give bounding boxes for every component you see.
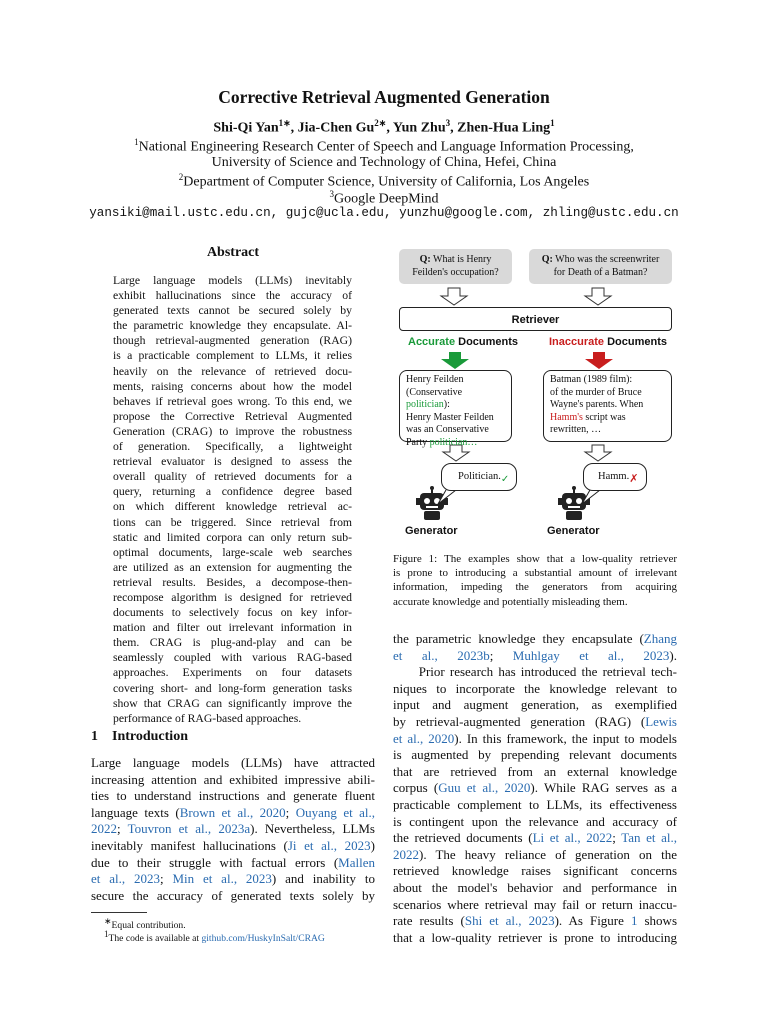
accurate-document-box: Henry Feilden (Conservative politician): Henry Master Feilden was an Conservative Party politician… — [399, 370, 512, 442]
citation-link[interactable]: Muhlgay et al., 2023 — [512, 647, 670, 663]
robot-icon — [558, 486, 590, 520]
citation-link[interactable]: Brown et al., 2020 — [179, 804, 286, 820]
figure-question-1: Q: What is Henry Feilden's occupation? — [399, 249, 512, 284]
check-icon: ✓ — [500, 474, 510, 485]
figure-caption — [393, 552, 677, 609]
text-line: documents to selectively focus on key infor- — [113, 606, 352, 620]
robot-icon — [416, 486, 448, 520]
retriever-box: Retriever — [399, 307, 672, 331]
citation-link[interactable]: Lewis — [645, 713, 677, 729]
citation-link[interactable]: Li et al., 2022 — [532, 830, 613, 846]
text-line: static and limited corpora can only return sub- — [113, 530, 352, 544]
text-line: exhibit hallucinations since the accuracy of — [113, 289, 352, 303]
text-line: the retrieved documents (Li et al., 2022; Tan et al., — [393, 830, 677, 846]
text-line: heavily on the relevance of retrieved docu- — [113, 364, 352, 378]
section-heading-intro: 1 Introduction — [91, 729, 188, 744]
arrow-down-green-icon — [441, 352, 469, 369]
arrow-down-red-icon — [585, 352, 613, 369]
text-line: due to their struggle with factual errors (Mallen — [91, 854, 375, 870]
generator-label-2: Generator — [547, 525, 600, 537]
text-line: accurate knowledge and potentially misleading them. — [393, 595, 628, 608]
affiliation-2: $^2$Department of Computer Science, University of California, Los Angeles — [178, 172, 590, 190]
text-line: retrieved knowledge raises significant concerns — [393, 863, 677, 879]
author-name: Yun Zhu — [392, 120, 446, 136]
text-line: Large language models (LLMs) inevitably — [113, 274, 352, 287]
text-line: recompose algorithm is designed for retrieved — [113, 590, 352, 604]
figure-question-2: Q: Who was the screenwriter for Death of a Batman? — [529, 249, 672, 284]
accurate-documents-label: Accurate Documents — [408, 336, 519, 348]
citation-link[interactable]: et al., 2020 — [393, 730, 455, 746]
text-line: Large language models (LLMs) have attracted — [91, 755, 375, 770]
text-line: ments, raising concerns about how the model — [113, 379, 352, 393]
footnote-equal: ∗Equal contribution. — [104, 916, 186, 932]
abstract-body — [113, 273, 352, 726]
citation-link[interactable]: 2022 — [393, 846, 419, 862]
author-emails: yansiki@mail.ustc.edu.cn, gujc@ucla.edu, yunzhu@google.com, zhling@ustc.edu.cn — [89, 206, 679, 220]
text-line: secure the accuracy of generated texts solely by — [91, 887, 375, 903]
cross-icon: ✗ — [629, 473, 639, 485]
citation-link[interactable]: Ouyang et al., — [295, 804, 376, 820]
text-line: 2022; Touvron et al., 2023a). Nevertheless, LLMs — [91, 821, 375, 837]
text-line: scenarios where retrieval may fail or return inaccu- — [393, 896, 677, 912]
text-line: is augmented by prepending relevant documents — [393, 747, 677, 763]
citation-link[interactable]: Zhang — [643, 631, 677, 646]
text-line: that a low-quality retriever is prone to introducing — [393, 929, 677, 945]
text-line: that are retrieved from an external knowledge — [393, 763, 677, 779]
text-line: et al., 2023b; Muhlgay et al., 2023). — [393, 647, 677, 663]
text-line: behaves if retrieval goes wrong. To this end, we — [113, 394, 352, 408]
text-line: on which different knowledge retrieval ac- — [113, 500, 352, 514]
text-line: Prior research has introduced the retrieval tech- — [393, 664, 677, 680]
text-line: is a practicable complement to LLMs, it relies — [113, 349, 352, 363]
code-link[interactable]: github.com/HuskyInSalt/CRAG — [201, 933, 325, 945]
arrow-down-icon — [585, 445, 611, 461]
generator-answer-1: Politician.✓ — [441, 463, 517, 491]
text-line: practicable complement to LLMs, its effectiveness — [393, 796, 677, 812]
inaccurate-document-box: Batman (1989 film): of the murder of Bruce Wayne's parents. When Hamm's script was rewritten, … — [543, 370, 672, 442]
citation-link[interactable]: Shi et al., 2023 — [464, 913, 555, 929]
citation-link[interactable]: Min et al., 2023 — [172, 871, 272, 887]
text-line: generated texts cannot be secured solely by — [113, 304, 352, 318]
citation-link[interactable]: Mallen — [338, 854, 375, 870]
text-line: about the model's behavior and performance in — [393, 879, 677, 895]
citation-link[interactable]: Ji et al., 2023 — [287, 837, 371, 853]
text-line: 2022). The heavy reliance of generation on the — [393, 846, 677, 862]
right-column-body — [393, 631, 677, 946]
text-line: approaches. Experiments on four datasets — [113, 666, 352, 680]
text-line: overall quality of retrieved documents for a — [113, 470, 352, 484]
text-line: increasing attention and exhibited impressive abili- — [91, 771, 375, 787]
text-line: tions can be triggered. Since retrieval from — [113, 515, 352, 529]
text-line: information, impeding the generators from acquiring — [393, 581, 677, 594]
text-line: Figure 1: The examples show that a low-quality retriever — [393, 553, 677, 565]
author-name: Jia-Chen Gu — [297, 120, 375, 136]
citation-link[interactable]: 1 — [630, 913, 638, 929]
text-line: by retrieval-augmented generation (RAG) (Lewis — [393, 713, 677, 729]
citation-link[interactable]: Tan et al., — [621, 830, 677, 846]
text-line: retrieval evaluator is designed to assess the — [113, 455, 352, 469]
text-line: though retrieval-augmented generation (RAG) — [113, 334, 352, 348]
text-line: them. CRAG is plug-and-play and can be — [113, 636, 352, 650]
inaccurate-documents-label: Inaccurate Documents — [549, 336, 667, 348]
text-line: seamlessly coupled with various RAG-based — [113, 651, 352, 665]
citation-link[interactable]: et al., 2023 — [91, 871, 160, 887]
text-line: rate results (Shi et al., 2023). As Figure 1 shows — [393, 913, 677, 929]
text-line: mation and filter out irrelevant information in — [113, 621, 352, 635]
text-line: the parametric knowledge they encapsulate. Al- — [113, 319, 352, 333]
affiliation-3: $^3$Google DeepMind — [329, 189, 439, 207]
text-line: Generation (CRAG) to improve the robustness — [113, 424, 352, 438]
text-line: ties to understand instructions and generate fluent — [91, 788, 375, 804]
text-line: niques to incorporate the knowledge relevant to — [393, 680, 677, 696]
text-line: query, returning a confidence degree based — [113, 485, 352, 499]
intro-body — [91, 755, 375, 904]
text-line: performance of RAG-based approaches. — [113, 711, 302, 725]
text-line: et al., 2023; Min et al., 2023) and inability to — [91, 871, 376, 887]
text-line: covering short- and long-form generation tasks — [113, 681, 352, 695]
text-line: retrieval results. Besides, a decompose-then- — [113, 575, 352, 589]
text-line: the parametric knowledge they encapsulate (Zhang — [393, 631, 677, 646]
author-list: Shi-Qi Yan$^{1∗}$, Jia-Chen $Gu^{2∗}$, Yun Zhu$^3$, Zhen-Hua Ling$^1$ — [213, 118, 555, 136]
text-line: optimal documents, large-scale web searches — [113, 545, 352, 559]
citation-link[interactable]: Guu et al., 2020 — [438, 780, 531, 796]
text-line: input and augment generation, as exemplified — [393, 697, 677, 713]
arrow-down-icon — [585, 288, 611, 305]
generator-label-1: Generator — [405, 525, 458, 537]
affiliation-1: $^1$National Engineering Research Center of Speech and Language Information Processing, — [134, 137, 634, 155]
generator-answer-2: Hamm.✗ — [583, 463, 647, 491]
citation-link[interactable]: Touvron et al., 2023a — [127, 821, 251, 837]
text-line: et al., 2020). In this framework, the input to models — [393, 730, 677, 746]
affiliation-1-cont: University of Science and Technology of China, Hefei, China — [211, 155, 557, 170]
text-line: corpus (Guu et al., 2020). While RAG serves as a — [393, 780, 677, 796]
text-line: show that CRAG can significantly improve the — [113, 696, 352, 710]
citation-link[interactable]: 2022 — [91, 821, 117, 837]
footnote-code: $^1$The code is available at github.com/HuskyInSalt/CRAG — [104, 929, 325, 945]
arrow-down-icon — [441, 288, 467, 305]
author-name: Shi-Qi Yan — [213, 120, 279, 136]
text-line: are utilized as an extension for augmenting the — [113, 560, 352, 574]
text-line: is prone to introducing a substantial amount of irrelevant — [393, 567, 677, 580]
text-line: propose the Corrective Retrieval Augmented — [113, 409, 352, 423]
author-name: Zhen-Hua Ling — [457, 120, 551, 136]
paper-title: Corrective Retrieval Augmented Generation — [218, 87, 550, 107]
footnote-rule — [91, 912, 147, 913]
text-line: of generation. Specifically, a lightweight — [113, 440, 352, 454]
abstract-heading: Abstract — [206, 245, 260, 260]
text-line: is contingent upon the relevance and accuracy of — [393, 813, 677, 829]
citation-link[interactable]: et al., 2023b — [393, 647, 490, 663]
text-line: language texts (Brown et al., 2020; Ouyang et al., — [91, 804, 376, 820]
text-line: inevitably manifest hallucinations (Ji et al., 2023) — [91, 837, 376, 853]
